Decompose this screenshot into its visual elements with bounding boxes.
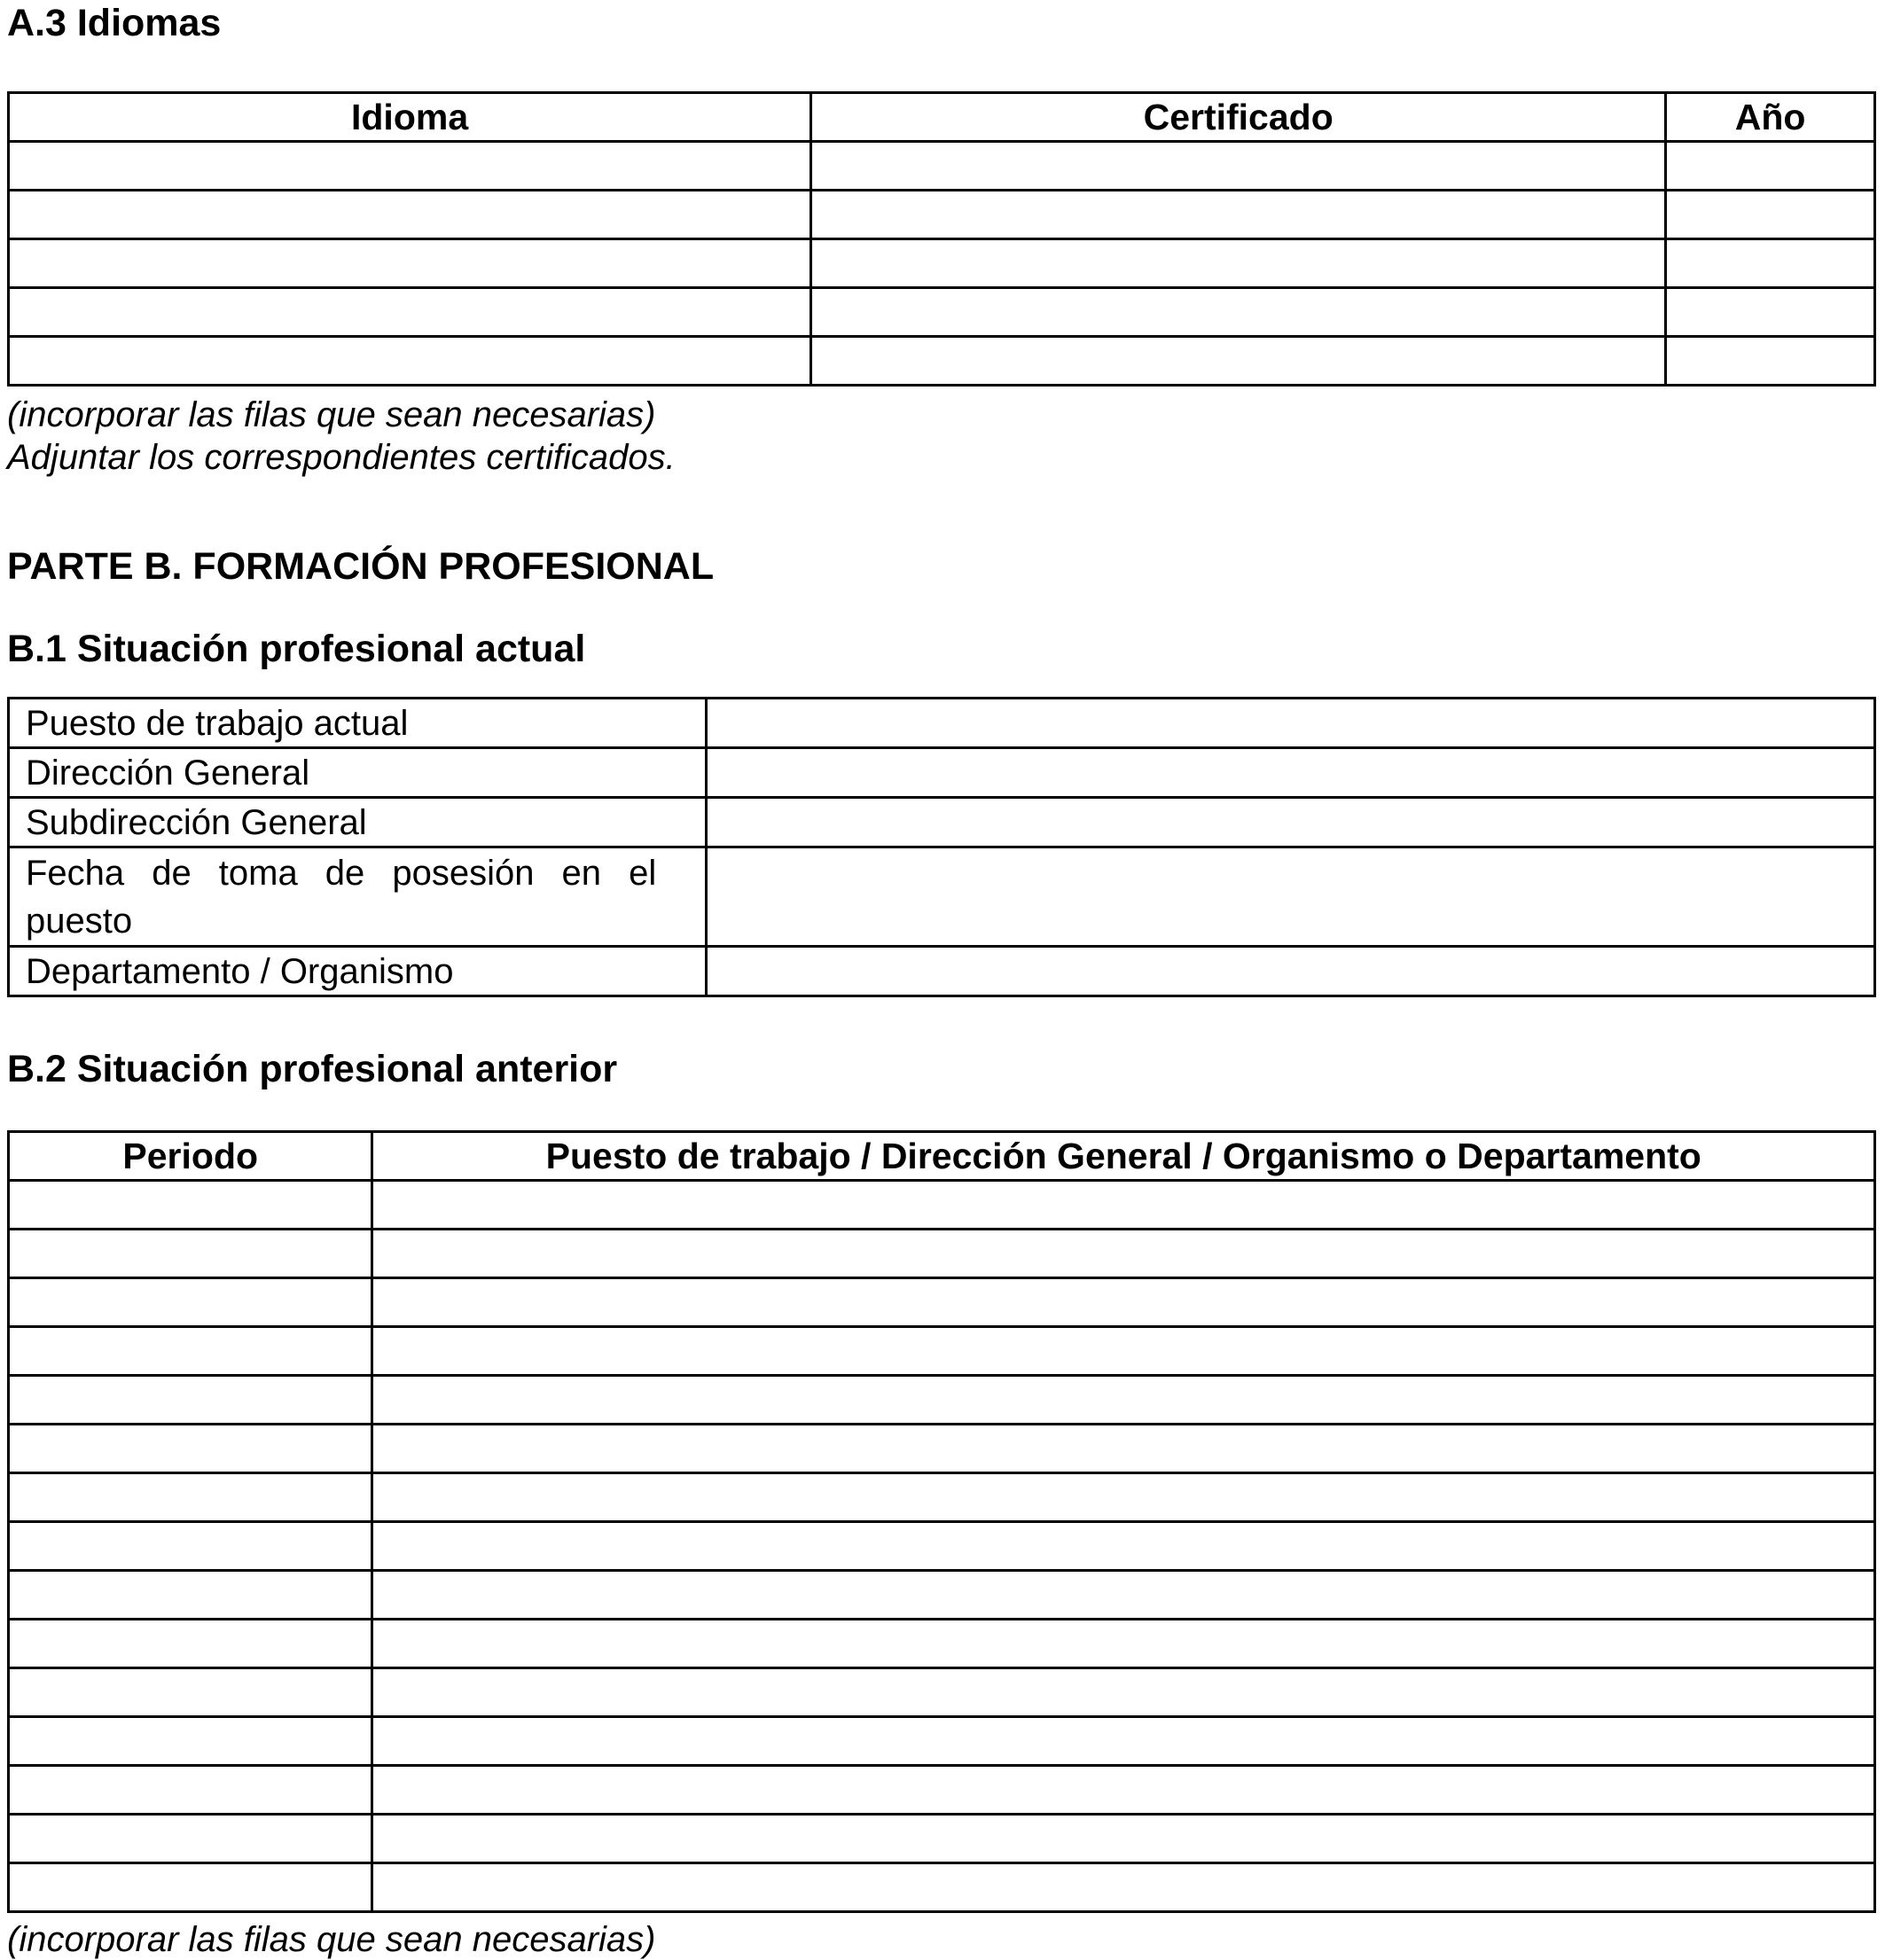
a3-notes: [7, 394, 1876, 479]
empty-cell[interactable]: [9, 1620, 372, 1668]
empty-row: [9, 1522, 1875, 1571]
row-label-puesto-actual: Puesto de trabajo actual: [9, 699, 707, 748]
note-add-rows: (incorporar las filas que sean necesarias): [7, 395, 656, 434]
table-row: [9, 699, 1875, 748]
section-a3-title: A.3 Idiomas: [7, 2, 222, 44]
puesto-actual-value-cell[interactable]: [707, 699, 1875, 748]
fecha-posesion-value-cell[interactable]: [707, 847, 1875, 947]
empty-cell[interactable]: [9, 1278, 372, 1327]
empty-cell[interactable]: [9, 1327, 372, 1376]
empty-row: [9, 142, 1875, 191]
empty-cell[interactable]: [9, 1717, 372, 1766]
empty-row: [9, 191, 1875, 239]
empty-row: [9, 1425, 1875, 1473]
note-add-rows-bottom: (incorporar las filas que sean necesarias): [7, 1920, 656, 1959]
empty-cell[interactable]: [1666, 142, 1875, 191]
empty-row: [9, 1620, 1875, 1668]
row-label-subdireccion-general: Subdirección General: [9, 798, 707, 847]
empty-cell[interactable]: [9, 1473, 372, 1522]
empty-cell[interactable]: [811, 191, 1666, 239]
empty-cell[interactable]: [1666, 191, 1875, 239]
table-row: [9, 748, 1875, 798]
empty-cell[interactable]: [372, 1376, 1875, 1425]
empty-cell[interactable]: [372, 1230, 1875, 1278]
note-attach-certificates: Adjuntar los correspondientes certificados.: [7, 438, 676, 477]
empty-cell[interactable]: [372, 1620, 1875, 1668]
empty-cell[interactable]: [811, 337, 1666, 386]
empty-cell[interactable]: [372, 1278, 1875, 1327]
empty-row: [9, 1278, 1875, 1327]
idiomas-table: [7, 91, 1876, 387]
empty-cell[interactable]: [9, 1181, 372, 1230]
empty-row: [9, 1230, 1875, 1278]
empty-row: [9, 1766, 1875, 1815]
column-header-certificado: Certificado: [811, 93, 1666, 142]
row-label-direccion-general: Dirección General: [9, 748, 707, 798]
direccion-general-value-cell[interactable]: [707, 748, 1875, 798]
empty-row: [9, 239, 1875, 288]
empty-cell[interactable]: [9, 1522, 372, 1571]
empty-cell[interactable]: [1666, 337, 1875, 386]
empty-row: [9, 1473, 1875, 1522]
empty-row: [9, 1376, 1875, 1425]
empty-row: [9, 288, 1875, 337]
subdireccion-general-value-cell[interactable]: [707, 798, 1875, 847]
empty-cell[interactable]: [9, 337, 811, 386]
empty-cell[interactable]: [372, 1668, 1875, 1717]
empty-cell[interactable]: [372, 1473, 1875, 1522]
empty-cell[interactable]: [9, 1815, 372, 1863]
empty-row: [9, 1668, 1875, 1717]
empty-cell[interactable]: [1666, 288, 1875, 337]
empty-cell[interactable]: [9, 1425, 372, 1473]
row-label-departamento-organismo: Departamento / Organismo: [9, 947, 707, 996]
column-header-anio: Año: [1666, 93, 1875, 142]
empty-row: [9, 337, 1875, 386]
empty-row: [9, 1717, 1875, 1766]
empty-row: [9, 1863, 1875, 1912]
empty-cell[interactable]: [9, 1668, 372, 1717]
empty-cell[interactable]: [372, 1522, 1875, 1571]
empty-cell[interactable]: [9, 1230, 372, 1278]
section-b1-title: B.1 Situación profesional actual: [7, 628, 586, 670]
empty-cell[interactable]: [9, 191, 811, 239]
empty-row: [9, 1181, 1875, 1230]
idiomas-table-body: [9, 142, 1875, 386]
empty-row: [9, 1327, 1875, 1376]
empty-cell[interactable]: [811, 142, 1666, 191]
table-row: [9, 798, 1875, 847]
idiomas-header-row: [9, 93, 1875, 142]
empty-cell[interactable]: [372, 1815, 1875, 1863]
empty-cell[interactable]: [372, 1766, 1875, 1815]
situacion-anterior-header-row: [9, 1132, 1875, 1181]
empty-cell[interactable]: [372, 1863, 1875, 1912]
empty-cell[interactable]: [9, 1571, 372, 1620]
empty-cell[interactable]: [1666, 239, 1875, 288]
table-row: [9, 847, 1875, 947]
empty-cell[interactable]: [372, 1717, 1875, 1766]
empty-cell[interactable]: [9, 288, 811, 337]
row-label-fecha-posesion: Fecha de toma de posesión en el puesto: [9, 847, 707, 947]
situacion-anterior-table: [7, 1130, 1876, 1913]
empty-cell[interactable]: [811, 239, 1666, 288]
empty-cell[interactable]: [372, 1571, 1875, 1620]
empty-row: [9, 1571, 1875, 1620]
column-header-idioma: Idioma: [9, 93, 811, 142]
empty-cell[interactable]: [9, 1376, 372, 1425]
section-b2-title: B.2 Situación profesional anterior: [7, 1048, 618, 1090]
empty-cell[interactable]: [9, 1863, 372, 1912]
situacion-anterior-table-body: [9, 1181, 1875, 1912]
column-header-puesto-direccion-organismo: Puesto de trabajo / Dirección General / Organismo o Departamento: [372, 1132, 1875, 1181]
departamento-organismo-value-cell[interactable]: [707, 947, 1875, 996]
section-parte-b-title: PARTE B. FORMACIÓN PROFESIONAL: [7, 545, 715, 588]
empty-cell[interactable]: [372, 1181, 1875, 1230]
column-header-periodo: Periodo: [9, 1132, 372, 1181]
empty-cell[interactable]: [372, 1327, 1875, 1376]
empty-cell[interactable]: [372, 1425, 1875, 1473]
situacion-actual-table: [7, 697, 1876, 997]
empty-cell[interactable]: [811, 288, 1666, 337]
empty-cell[interactable]: [9, 239, 811, 288]
empty-row: [9, 1815, 1875, 1863]
empty-cell[interactable]: [9, 142, 811, 191]
empty-cell[interactable]: [9, 1766, 372, 1815]
table-row: [9, 947, 1875, 996]
